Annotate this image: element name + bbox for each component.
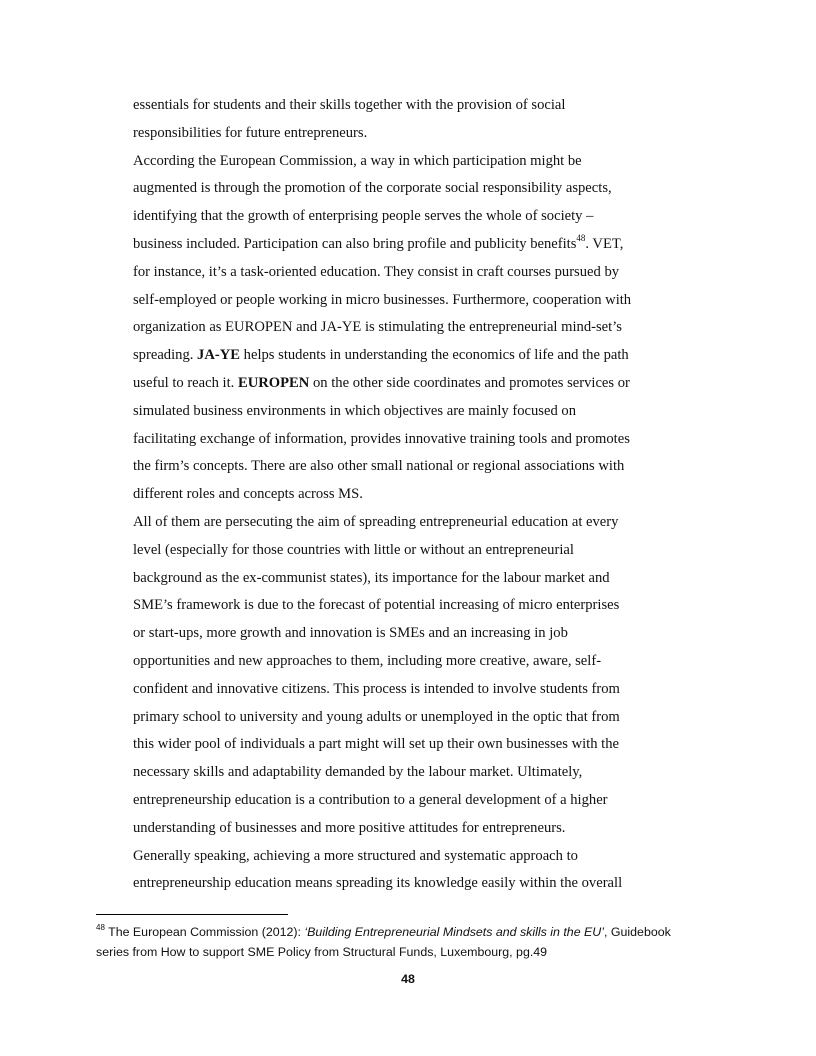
body-text <box>133 92 693 898</box>
text-line: level (especially for those countries with little or without an entrepreneurial <box>133 541 574 558</box>
footnote-separator <box>96 914 288 915</box>
text-segment: helps students in understanding the economics of life and the path <box>240 347 629 364</box>
text-segment: useful to reach it. <box>133 374 238 391</box>
text-line: responsibilities for future entrepreneurs. <box>133 124 368 141</box>
page-number: 48 <box>401 972 415 986</box>
text-line: necessary skills and adaptability demanded by the labour market. Ultimately, <box>133 764 583 781</box>
text-line: organization as EUROPEN and JA-YE is stimulating the entrepreneurial mind-set’s <box>133 319 622 336</box>
text-line: understanding of businesses and more positive attitudes for entrepreneurs. <box>133 819 566 836</box>
text-line: simulated business environments in which objectives are mainly focused on <box>133 402 576 419</box>
text-line: for instance, it’s a task-oriented education. They consist in craft courses pursued by <box>133 263 620 280</box>
text-line: entrepreneurship education is a contribution to a general development of a higher <box>133 791 608 808</box>
text-line: facilitating exchange of information, provides innovative training tools and promotes <box>133 430 630 447</box>
footnote-text: , Guidebook <box>604 925 671 939</box>
text-segment: business included. Participation can also bring profile and publicity benefits <box>133 235 577 252</box>
footnote-line <box>96 922 736 942</box>
text-line: augmented is through the promotion of the corporate social responsibility aspects, <box>133 180 612 197</box>
footnote <box>96 922 736 962</box>
text-line: primary school to university and young adults or unemployed in the optic that from <box>133 708 620 725</box>
text-line: essentials for students and their skills together with the provision of social <box>133 97 566 113</box>
bold-term-europen: EUROPEN <box>237 374 310 391</box>
text-line: opportunities and new approaches to them, including more creative, aware, self- <box>133 652 602 669</box>
text-line <box>133 342 693 370</box>
text-line: the firm’s concepts. There are also other small national or regional associations with <box>133 458 625 475</box>
footnote-title: ‘Building Entrepreneurial Mindsets and skills in the EU’ <box>304 925 604 939</box>
text-line: or start-ups, more growth and innovation is SMEs and an increasing in job <box>133 625 568 642</box>
text-line: confident and innovative citizens. This process is intended to involve students from <box>133 680 620 697</box>
text-line: All of them are persecuting the aim of spreading entrepreneurial education at every <box>133 513 619 530</box>
bold-term-ja-ye: JA-YE <box>197 347 241 364</box>
text-segment: . VET, <box>585 235 624 252</box>
footnote-line: series from How to support SME Policy from Structural Funds, Luxembourg, pg.49 <box>96 945 548 959</box>
text-line: According the European Commission, a way in which participation might be <box>133 152 582 169</box>
text-line: self-employed or people working in micro businesses. Furthermore, cooperation with <box>133 291 632 308</box>
text-line: identifying that the growth of enterprising people serves the whole of society – <box>133 208 594 225</box>
text-segment: on the other side coordinates and promotes services or <box>309 374 630 391</box>
text-line: Generally speaking, achieving a more structured and systematic approach to <box>133 847 578 864</box>
text-line: entrepreneurship education means spreading its knowledge easily within the overall <box>133 875 623 892</box>
text-line <box>133 370 693 398</box>
text-segment: spreading. <box>133 347 198 364</box>
text-line: different roles and concepts across MS. <box>133 486 363 503</box>
text-line: background as the ex-communist states), its importance for the labour market and <box>133 569 610 586</box>
footnote-number: 48 <box>96 922 105 932</box>
text-line <box>133 231 693 259</box>
footnote-reference[interactable]: 48 <box>576 233 586 244</box>
text-line: SME’s framework is due to the forecast of potential increasing of micro enterprises <box>133 597 620 614</box>
footnote-source: The European Commission (2012): <box>104 925 305 939</box>
text-line: this wider pool of individuals a part might will set up their own businesses with the <box>133 736 619 753</box>
